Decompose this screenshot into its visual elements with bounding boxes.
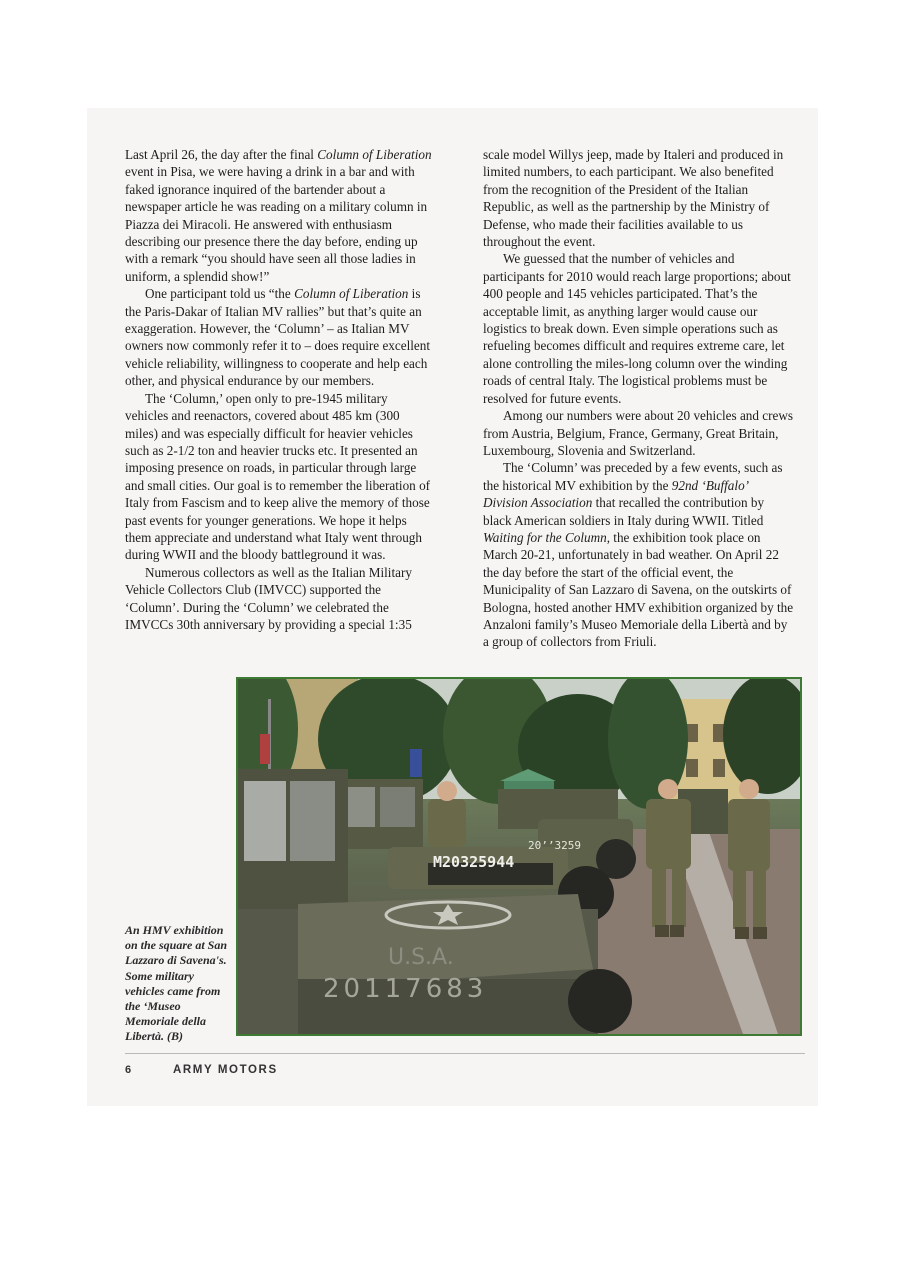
paragraph [483, 250, 795, 407]
italic-text: 92nd ‘Buffalo’ Division Association [483, 477, 748, 511]
exhibition-photo [236, 677, 802, 1036]
paragraph [483, 407, 795, 459]
right-text-column [483, 146, 795, 651]
body-text: The ‘Column,’ open only to pre-1945 military vehicles and reenactors, covered about 485 km (300 miles) and was especially difficult for heavier vehicles such as 2-1/2 ton and heavier trucks etc. It presented an imposing presence on roads, in particular through large and small cities. Our goal is to remember the liberation of Italy from Fascism and to keep alive the memory of those past events for younger generations. We hope it helps them appreciate and understand what Italy went through during WWII and the bloody battleground it was. [125, 390, 431, 563]
paragraph [125, 390, 433, 564]
body-text: One participant told us “the [145, 286, 295, 302]
magazine-page [87, 108, 818, 1106]
body-text: Numerous collectors as well as the Italian Military Vehicle Collectors Club (IMVCC) supported the ‘Column’. During the ‘Column’ we celebrated the IMVCCs 30th anniversary by providing a special 1:35 [125, 564, 412, 632]
partial-plate-text: 20’’3259 [528, 839, 581, 852]
paragraph [125, 285, 433, 389]
body-text: event in Pisa, we were having a drink in a bar and with faked ignorance inquired of the bartender about a newspaper article he was reading on a military column in Piazza dei Miracoli. He answered with enthusiasm describing our presence there the day before, ending up with a remark “you should have seen all those ladies in uniform, a splendid show!” [125, 164, 428, 284]
photo-caption: An HMV exhibition on the square at San Lazzaro di Savena's. Some military vehicles came from the ‘Museo Memoriale della Libertà. (B) [125, 923, 228, 1044]
magazine-name: ARMY MOTORS [173, 1064, 278, 1076]
body-text: scale model Willys jeep, made by Italeri and produced in limited numbers, to each participant. We also benefited from the recognition of the President of the Italian Republic, as well as the partnership by the Ministry of Defense, who made their facilities available to us throughout the event. [483, 147, 784, 250]
italic-text: Waiting for the Column [483, 529, 607, 545]
paragraph [483, 459, 795, 650]
paragraph [483, 146, 795, 250]
body-text: The ‘Column’ was preceded by a few events, such as the historical MV exhibition by the [483, 460, 783, 493]
body-text: We guessed that the number of vehicles and participants for 2010 would reach large proportions; about 400 people and 145 vehicles participated. That’s the acceptable limit, as anything larger would cause our logistics to break down. Even simple operations such as refueling becomes difficult and requires extreme care, let alone controlling the miles-long column over the winding roads of central Italy. The logistical problems must be resolved for future events. [483, 251, 791, 406]
body-text: is the Paris-Dakar of Italian MV rallies” but that’s quite an exaggeration. However, the ‘Column’ – as Italian MV owners now commonly refer it to – does require excellent vehicle reliability, willingness to cooperate and help each other, and physical endurance by our members. [125, 286, 431, 389]
page-number: 6 [125, 1064, 132, 1076]
footer-rule [125, 1053, 805, 1054]
hood-number-text: 20117683 [323, 974, 488, 1004]
body-text: , the exhibition took place on March 20-21, unfortunately in bad weather. On April 22 the day before the start of the official event, the Municipality of San Lazzaro di Savena, on the outskirts of Bologna, hosted another HMV exhibition organized by the Anzaloni family’s Museo Memoriale della Libertà and by a group of collectors from Friuli. [483, 529, 794, 650]
jeep-scene-illustration [238, 679, 800, 1034]
front-plate-text: M20325944 [433, 853, 515, 871]
body-text: Last April 26, the day after the final [125, 147, 318, 162]
hood-usa-text: U.S.A. [388, 945, 454, 970]
left-text-column [125, 146, 433, 633]
body-text: Among our numbers were about 20 vehicles and crews from Austria, Belgium, France, Germany, Great Britain, Luxembourg, Slovenia and Switzerland. [483, 408, 794, 458]
italic-text: Column of Liberation [294, 286, 409, 302]
body-text: that recalled the contribution by black American soldiers in Italy during WWII. Titled [483, 495, 765, 528]
paragraph [125, 146, 433, 285]
paragraph [125, 564, 433, 634]
italic-text: Column of Liberation [317, 147, 432, 162]
